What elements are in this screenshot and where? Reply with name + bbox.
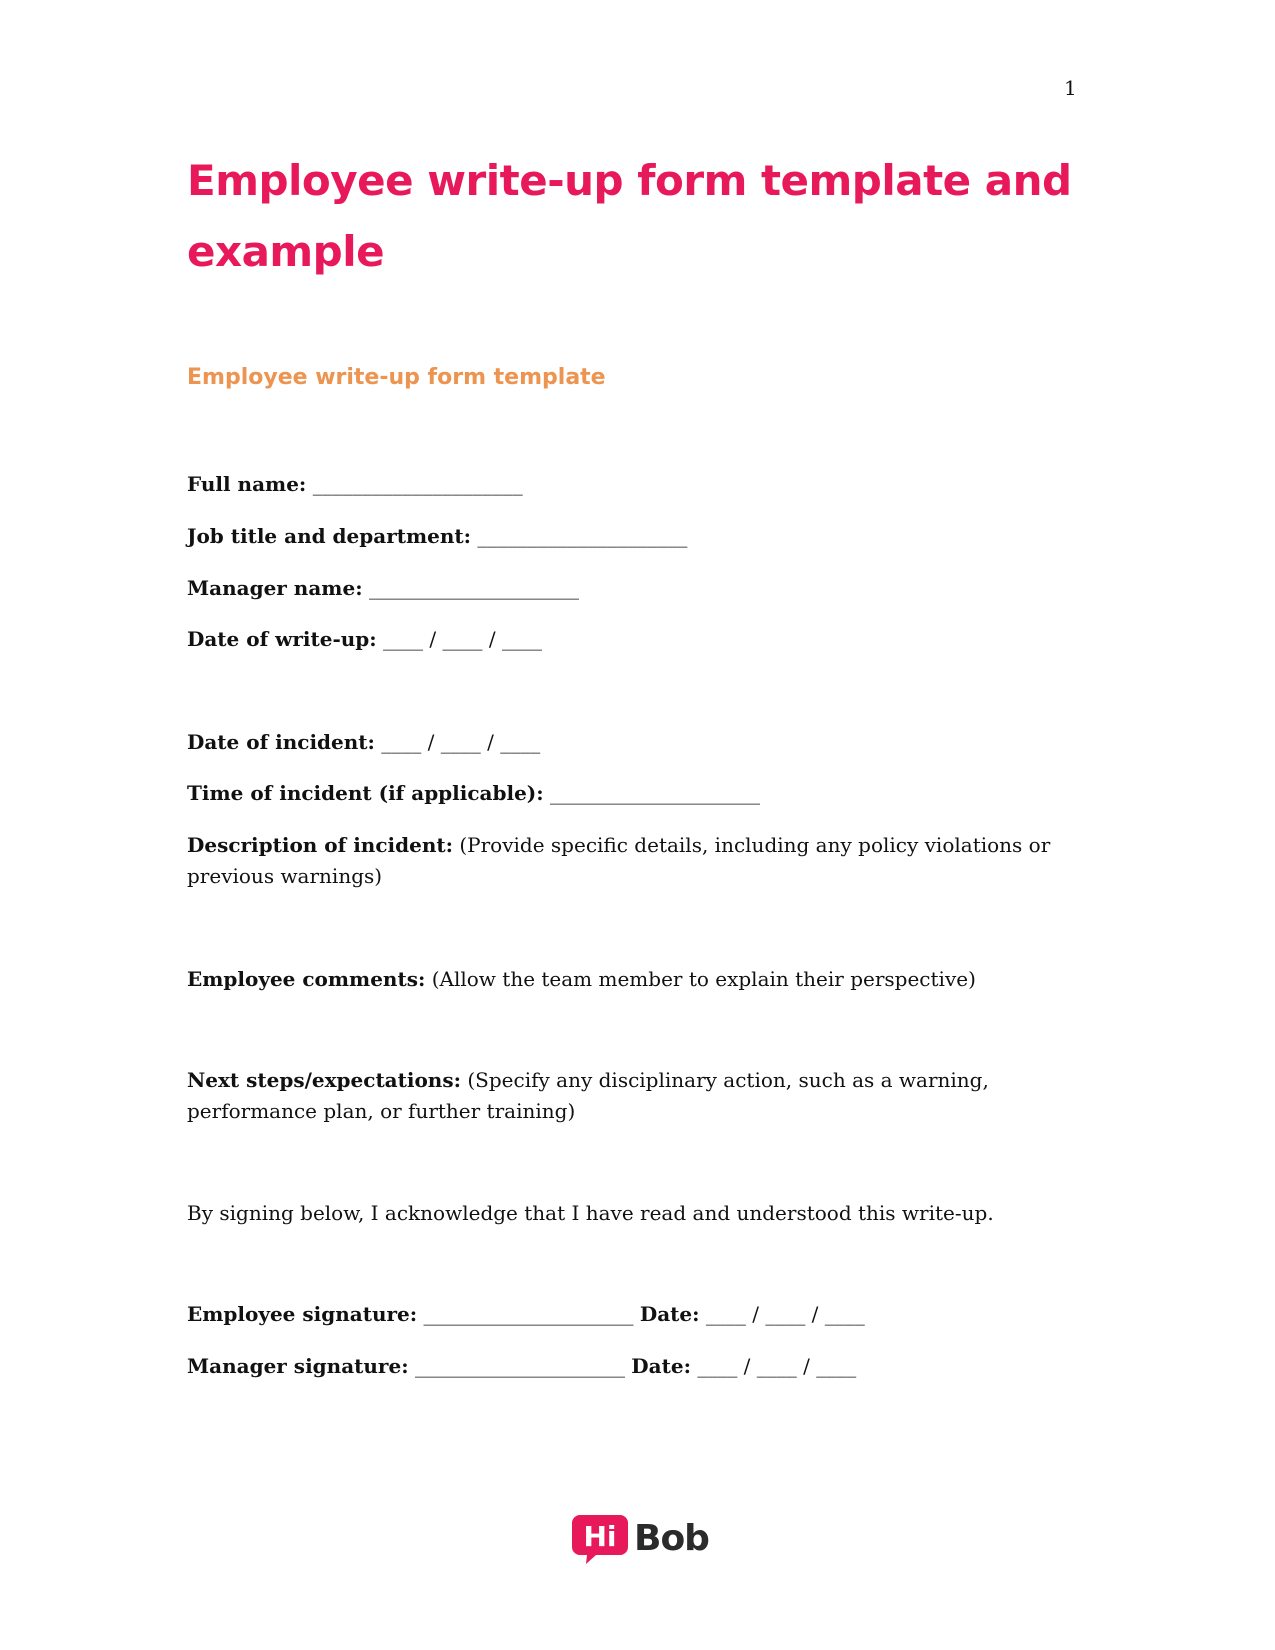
employee-comments-label: Employee comments:: [187, 967, 426, 991]
acknowledgement-text: By signing below, I acknowledge that I have read and understood this write-up.: [187, 1201, 994, 1225]
description-hint: (Provide specific details, including any policy violations or previous warnings): [187, 833, 1051, 888]
date-of-writeup-blank[interactable]: ____ / ____ / ____: [383, 627, 542, 651]
full-name-label: Full name:: [187, 472, 307, 496]
employee-signature-field: [187, 1299, 865, 1329]
employee-signature-date-label: Date:: [639, 1302, 700, 1326]
time-of-incident-label: Time of incident (if applicable):: [187, 781, 544, 805]
section-heading: Employee write-up form template: [187, 365, 606, 390]
time-of-incident-blank[interactable]: _____________________: [550, 781, 760, 805]
date-of-incident-field: [187, 727, 540, 757]
next-steps-label: Next steps/expectations:: [187, 1068, 461, 1092]
logo-mark-text: Hi: [583, 1520, 617, 1553]
hi-speech-bubble-icon: [570, 1513, 630, 1565]
job-title-blank[interactable]: _____________________: [477, 524, 688, 548]
description-of-incident: [187, 830, 1087, 892]
full-name-field: [187, 469, 523, 499]
date-of-incident-label: Date of incident:: [187, 730, 375, 754]
date-of-writeup-field: [187, 624, 542, 654]
employee-comments-hint: (Allow the team member to explain their perspective): [431, 967, 976, 991]
page-title: Employee write-up form template and example: [187, 156, 1072, 276]
description-label: Description of incident:: [187, 833, 453, 857]
manager-signature-date-blank[interactable]: ____ / ____ / ____: [697, 1354, 857, 1378]
time-of-incident-field: [187, 778, 760, 808]
manager-name-field: [187, 573, 579, 603]
employee-signature-date-blank[interactable]: ____ / ____ / ____: [705, 1302, 865, 1326]
manager-name-label: Manager name:: [187, 576, 363, 600]
date-of-writeup-label: Date of write-up:: [187, 627, 377, 651]
manager-signature-label: Manager signature:: [187, 1354, 409, 1378]
page-number: 1: [1064, 76, 1077, 100]
manager-signature-date-label: Date:: [631, 1354, 691, 1378]
manager-signature-blank[interactable]: _____________________: [414, 1354, 625, 1378]
next-steps-hint: (Specify any disciplinary action, such as a warning, performance plan, or further training): [187, 1068, 989, 1123]
employee-signature-label: Employee signature:: [187, 1302, 418, 1326]
employee-comments: [187, 964, 1087, 995]
hibob-logo: [570, 1513, 709, 1565]
manager-signature-field: [187, 1351, 856, 1381]
full-name-blank[interactable]: _____________________: [312, 472, 523, 496]
logo-text: Bob: [634, 1518, 709, 1559]
job-title-label: Job title and department:: [187, 524, 472, 548]
job-title-field: [187, 521, 687, 551]
employee-signature-blank[interactable]: _____________________: [423, 1302, 634, 1326]
manager-name-blank[interactable]: _____________________: [368, 576, 579, 600]
date-of-incident-blank[interactable]: ____ / ____ / ____: [381, 730, 541, 754]
next-steps: [187, 1065, 1087, 1127]
